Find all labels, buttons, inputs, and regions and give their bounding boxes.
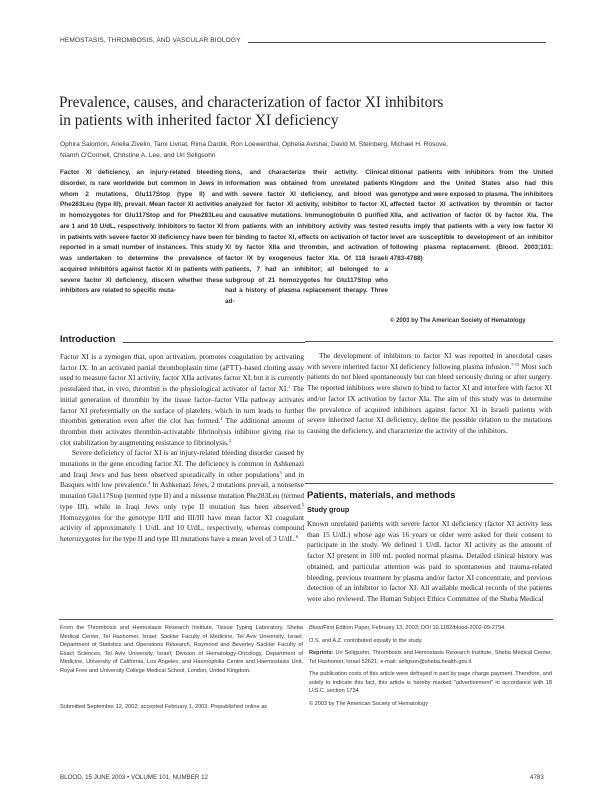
page-number: 4783 bbox=[530, 774, 544, 781]
methods-heading: Patients, materials, and methods bbox=[307, 490, 456, 501]
authors-line-2: Niamh O'Connell, Christine A. Lee, and Uri Seligsohn bbox=[60, 151, 216, 159]
footnotes-left bbox=[60, 624, 303, 679]
intro-paragraph-2: Severe deficiency of factor XI is an injury-related bleeding disorder caused by mutations in the gene encoding factor XI. The deficiency is common in Ashkenazi and Iraqi Jews and has been observed sporadically in other populations$^3$ and in Basques with low prevalence.$^4$ In Ashkenazi Jews, 2 mutations prevail, a nonsense mutation Glu117Stop (termed type II) and a missense mutation Phe283Leu (termed type III), while in Iraqi Jews only type II mutation has been observed.$^5$ Homozygotes for the genotype II/II and III/III have mean factor XI coagulant activity of approximately 1 U/dL and 10 U/dL, respectively, whereas compound heterozygotes for the type II and type III mutations have a mean level of 3 U/dL.$^6$ bbox=[60, 448, 304, 543]
reprints-note: Reprints: Uri Seligsohn, Thrombosis and Hemostasis Research Institute, Sheba Medical Center, Tel Hashomer, Israel 52621; e-mail: seligson@sheba.health.gov.il. bbox=[309, 650, 552, 665]
citation[interactable]: 6 bbox=[295, 533, 299, 539]
title-line-2: in patients with inherited factor XI deficiency bbox=[59, 111, 339, 129]
citation[interactable]: 5 bbox=[301, 501, 304, 507]
title-line-1: Prevalence, causes, and characterization of factor XI inhibitors bbox=[59, 94, 444, 111]
column-rule bbox=[305, 483, 553, 484]
abstract-copyright: © 2003 by The American Society of Hematology bbox=[390, 318, 526, 324]
introduction-rule bbox=[123, 342, 305, 343]
section-header bbox=[60, 37, 546, 44]
intro-paragraph-1: Factor XI is a zymogen that, upon activation, promotes coagulation by activating factor IX. In an activated partial thromboplastin time (aPTT)–based clotting assay used to measure factor XI activity, factor XIIa activates factor XI, but it is currently postulated that, in vivo, thrombin is the physiological activator of factor XI.$^1$ The initial generation of thrombin by the tissue factor–factor VIIa pathway activates factor XI preferentially on the surface of platelets, which in turn leads to further thrombin generation even after the clot has formed.$^2$ The additional amount of thrombin then activates thrombin-activatable fibrinolysis inhibitor giving rise to clot stabilization by augmenting resistance to fibrinolysis.$^2$ bbox=[60, 352, 304, 447]
methods-paragraph-1: Known unrelated patients with severe factor XI deficiency (factor XI activity less than 15 U/dL) whose age was 16 years or older were asked for their consent to participate in the study. We defined 1 U/dL factor XI activity as the amount of factor XI present in 100 mL pooled normal plasma. Detailed clinical history was obtained, and particular attention was paid to spontaneous and trauma-related bleeding, previous treatment by plasma and/or factor XI concentrate, and previous detection of an inhibitor to factor XI. All available medical records of the patients were also reviewed. The Human Subject Ethics Committee of the Sheba Medical bbox=[307, 519, 552, 603]
footnotes-right bbox=[309, 624, 552, 712]
citation[interactable]: 4 bbox=[147, 480, 151, 486]
citation[interactable]: 2 bbox=[220, 416, 223, 422]
abstract-column-1 bbox=[60, 168, 223, 297]
section-label: HEMOSTASIS, THROMBOSIS, AND VASCULAR BIOLOGY bbox=[60, 37, 241, 44]
journal-footer: BLOOD, 15 JUNE 2003 • VOLUME 101, NUMBER 12 bbox=[60, 774, 208, 781]
abstract-text-3: ditional patients with inhibitors from the United Kingdom and the United States also had this genotype and were exposed to plasma. The inhibitors affected factor XI activation by thrombin or factor XIIa, and activation of factor IX by factor XIa. The results imply that patients with a very low factor XI level are susceptible to development of an inhibitor following plasma replacement. (Blood. 2003;101: 4783-4788) bbox=[390, 169, 553, 262]
article-title bbox=[59, 94, 499, 129]
introduction-title: Introduction bbox=[60, 334, 116, 345]
citation[interactable]: 1 bbox=[288, 384, 291, 390]
abstract-text-1: Factor XI deficiency, an injury-related bleeding disorder, is rare worldwide but common in Jews in whom 2 mutations, Glu117Stop (type II) and Phe283Leu (type III), prevail. Mean factor XI activities in homozygotes for Glu117Stop and for Phe283Leu are 1 and 10 U/dL, respectively. Inhibitors to factor XI in patients with severe factor XI deficiency have been reported in a small number of instances. This study was undertaken to determine the prevalence of acquired inhibitors against factor XI in patients with severe factor XI deficiency, discern whether these inhibitors are related to specific muta- bbox=[60, 169, 223, 295]
author-list bbox=[60, 140, 550, 161]
study-group-subheading: Study group bbox=[307, 505, 350, 514]
intro-paragraph-3: The development of inhibitors to factor XI was reported in anecdotal cases with severe inherited factor XI deficiency following plasma infusion.$^{7-15}$ Most such patients do not bleed spontaneously but can bleed seriously during or after surgery. The reported inhibitors were shown to bind to factor XI and interfere with factor XI and/or factor IX activation by factor XIa. The aim of this study was to determine the prevalence of acquired inhibitors against factor XI in Israeli patients with severe inherited factor XI deficiency, define the possible relation to the mutations causing the deficiency, and characterize the activity of the inhibitors. bbox=[307, 351, 552, 435]
citation[interactable]: 3 bbox=[279, 469, 282, 475]
header-rule bbox=[248, 42, 546, 43]
abstract-column-2 bbox=[225, 168, 388, 308]
introduction-column-2 bbox=[307, 351, 552, 437]
first-edition-note: BloodFirst Edition Paper, February 13, 2003; DOI 10.1182/blood-2002-09-2794. bbox=[309, 625, 506, 631]
citation[interactable]: 7-15 bbox=[511, 361, 520, 367]
affiliations: From the Thrombosis and Hemostasis Research Institute, Tissue Typing Laboratory, Sheba Medical Center, Tel Hashomer, Israel; Sackler Faculty of Medicine, Tel Aviv University, Israel; Department of Statistics and Operations Research, Raymond and Beverley Sackler Faculty of Exact Sciences, Tel Aviv University, Israel; Division of Hematology-Oncology, Department of Medicine, University of California, Los Angeles; and Haemophilia Centre and Haemostasis Unit, Royal Free and University College Medical School, London, United Kingdom. bbox=[60, 625, 303, 674]
methods-column bbox=[307, 519, 552, 605]
footnote-copyright: © 2003 by The American Society of Hematology bbox=[309, 700, 429, 707]
footnote-rule bbox=[59, 619, 553, 620]
introduction-column-1 bbox=[60, 352, 304, 545]
abstract-column-3 bbox=[390, 168, 553, 265]
column-rule bbox=[305, 341, 553, 342]
citation[interactable]: 2 bbox=[228, 437, 232, 443]
introduction-heading bbox=[60, 334, 305, 345]
publication-costs-note: The publication costs of this article were defrayed in part by page charge payment. Therefore, and solely to indicate this fact, this article is hereby marked "advertisement" in accordance with 18 U.S.C. section 1734. bbox=[309, 671, 552, 694]
contribution-note: O.S. and A.Z. contributed equally to the study. bbox=[309, 637, 423, 644]
abstract-text-2: tions, and characterize their activity. Clinical information was obtained from unrelated patients with severe factor XI deficiency, and blood was analyzed for factor XI activity, inhibitor to factor XI, and causative mutations. Immunoglobulin G purified from patients with an inhibitory activity was tested for binding to factor XI, effects on activation of factor XI by factor XIIa and thrombin, and activation of factor IX by exogenous factor XIa. Of 118 Israeli patients, 7 had an inhibitor; all belonged to a subgroup of 21 homozygotes for Glu117Stop who had a history of plasma replacement therapy. Three ad- bbox=[225, 169, 388, 305]
submission-dates: Submitted September 12, 2002; accepted February 1, 2003. Prepublished online as bbox=[60, 704, 268, 710]
authors-line-1: Ophira Salomon, Ariella Zivelin, Tami Livnat, Rima Dardik, Ron Loewenthal, Ophelia Avishai, David M. Steinberg, Michael H. Rosove, bbox=[60, 141, 448, 148]
